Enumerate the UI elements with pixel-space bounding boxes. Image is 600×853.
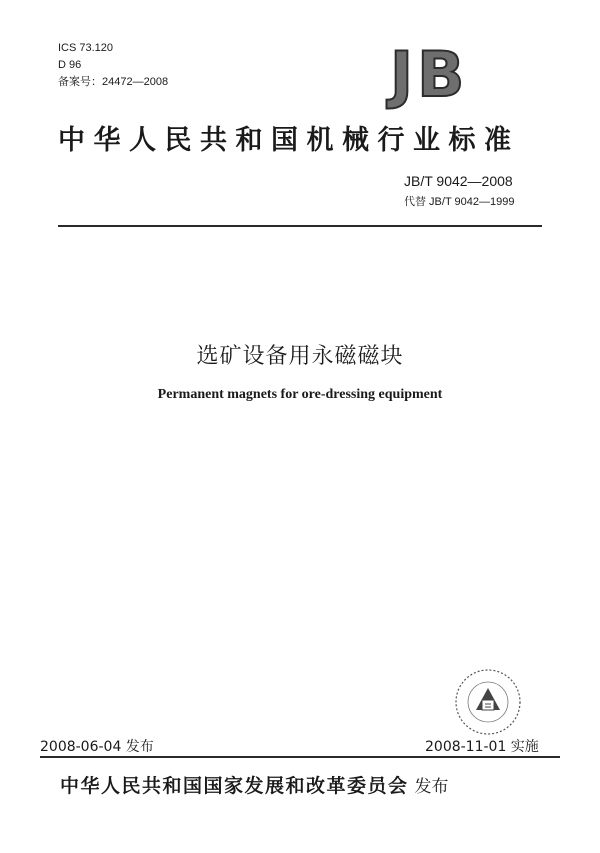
document-title-chinese: 选矿设备用永磁磁块 <box>196 344 404 369</box>
replaces-standard: 代替 JB/T 9042—1999 <box>404 196 515 208</box>
standard-body-title: 中华人民共和国机械行业标准 <box>58 125 520 156</box>
implementation-date: 2008-11-01 实施 <box>425 739 539 755</box>
publication-date: 2008-06-04 发布 <box>40 739 154 755</box>
standard-number: JB/T 9042—2008 <box>404 173 513 189</box>
bottom-divider <box>40 756 560 758</box>
publisher-name: 中华人民共和国国家发展和改革委员会 <box>60 775 409 797</box>
publisher-line <box>60 771 449 798</box>
document-title-english: Permanent magnets for ore-dressing equipment <box>157 387 443 402</box>
publisher-suffix: 发布 <box>414 777 449 797</box>
publisher-seal-icon <box>452 666 524 738</box>
jb-logo: JB <box>390 38 469 111</box>
ccs-code: D 96 <box>58 59 82 71</box>
filing-number: 备案号：24472—2008 <box>58 76 169 88</box>
ics-code: ICS 73.120 <box>58 42 114 54</box>
top-divider <box>58 225 542 227</box>
